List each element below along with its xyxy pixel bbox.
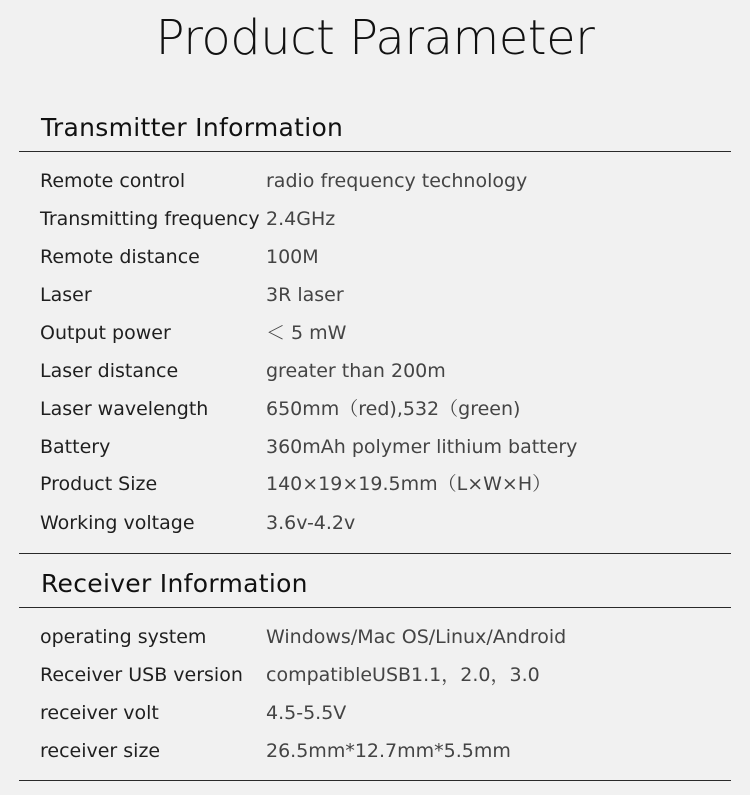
- spec-row-receiver-size: [0, 732, 750, 770]
- page-title: Product Parameter: [155, 10, 595, 66]
- transmitter-heading-divider: [19, 151, 731, 152]
- spec-value: Windows/Mac OS/Linux/Android: [266, 626, 567, 648]
- spec-label: Receiver USB version: [40, 664, 243, 686]
- spec-label: Laser distance: [40, 360, 179, 382]
- transmitter-section-heading: Transmitter Information: [41, 113, 344, 142]
- spec-label: Working voltage: [40, 512, 195, 534]
- spec-label: Output power: [40, 322, 171, 344]
- spec-value: ＜ 5 mW: [266, 322, 347, 344]
- spec-label: Remote control: [40, 170, 186, 192]
- spec-value: greater than 200m: [266, 360, 446, 382]
- spec-row-working-voltage: [0, 504, 750, 542]
- spec-label: Transmitting frequency: [40, 208, 260, 230]
- spec-label: Battery: [40, 436, 111, 458]
- spec-value: 2.4GHz: [266, 208, 336, 230]
- spec-value: 650mm（red),532（green): [266, 398, 521, 420]
- spec-label: Remote distance: [40, 246, 200, 268]
- spec-value: 3R laser: [266, 284, 344, 306]
- spec-value: 360mAh polymer lithium battery: [266, 436, 578, 458]
- transmitter-section-end-divider: [19, 553, 731, 554]
- spec-row-receiver-volt: [0, 694, 750, 732]
- receiver-heading-divider: [19, 607, 731, 608]
- receiver-section-heading: Receiver Information: [41, 569, 308, 598]
- spec-row-transmitting-frequency: [0, 200, 750, 238]
- spec-value: 26.5mm*12.7mm*5.5mm: [266, 740, 511, 762]
- spec-row-output-power: [0, 314, 750, 352]
- spec-value: 140×19×19.5mm（L×W×H）: [266, 473, 552, 495]
- spec-row-laser-wavelength: [0, 390, 750, 428]
- spec-row-laser: [0, 276, 750, 314]
- spec-value: 100M: [266, 246, 319, 268]
- spec-value: radio frequency technology: [266, 170, 528, 192]
- spec-label: operating system: [40, 626, 207, 648]
- spec-row-product-size: [0, 465, 750, 503]
- spec-label: receiver volt: [40, 702, 159, 724]
- spec-row-remote-control: [0, 162, 750, 200]
- spec-value: compatibleUSB1.1，2.0，3.0: [266, 664, 540, 686]
- spec-label: Laser: [40, 284, 92, 306]
- spec-row-remote-distance: [0, 238, 750, 276]
- spec-label: Laser wavelength: [40, 398, 209, 420]
- spec-value: 4.5-5.5V: [266, 702, 347, 724]
- spec-row-receiver-usb-version: [0, 656, 750, 694]
- spec-row-laser-distance: [0, 352, 750, 390]
- spec-label: Product Size: [40, 473, 158, 495]
- spec-row-battery: [0, 428, 750, 466]
- spec-row-operating-system: [0, 618, 750, 656]
- spec-label: receiver size: [40, 740, 161, 762]
- spec-value: 3.6v-4.2v: [266, 512, 356, 534]
- receiver-section-end-divider: [19, 780, 731, 781]
